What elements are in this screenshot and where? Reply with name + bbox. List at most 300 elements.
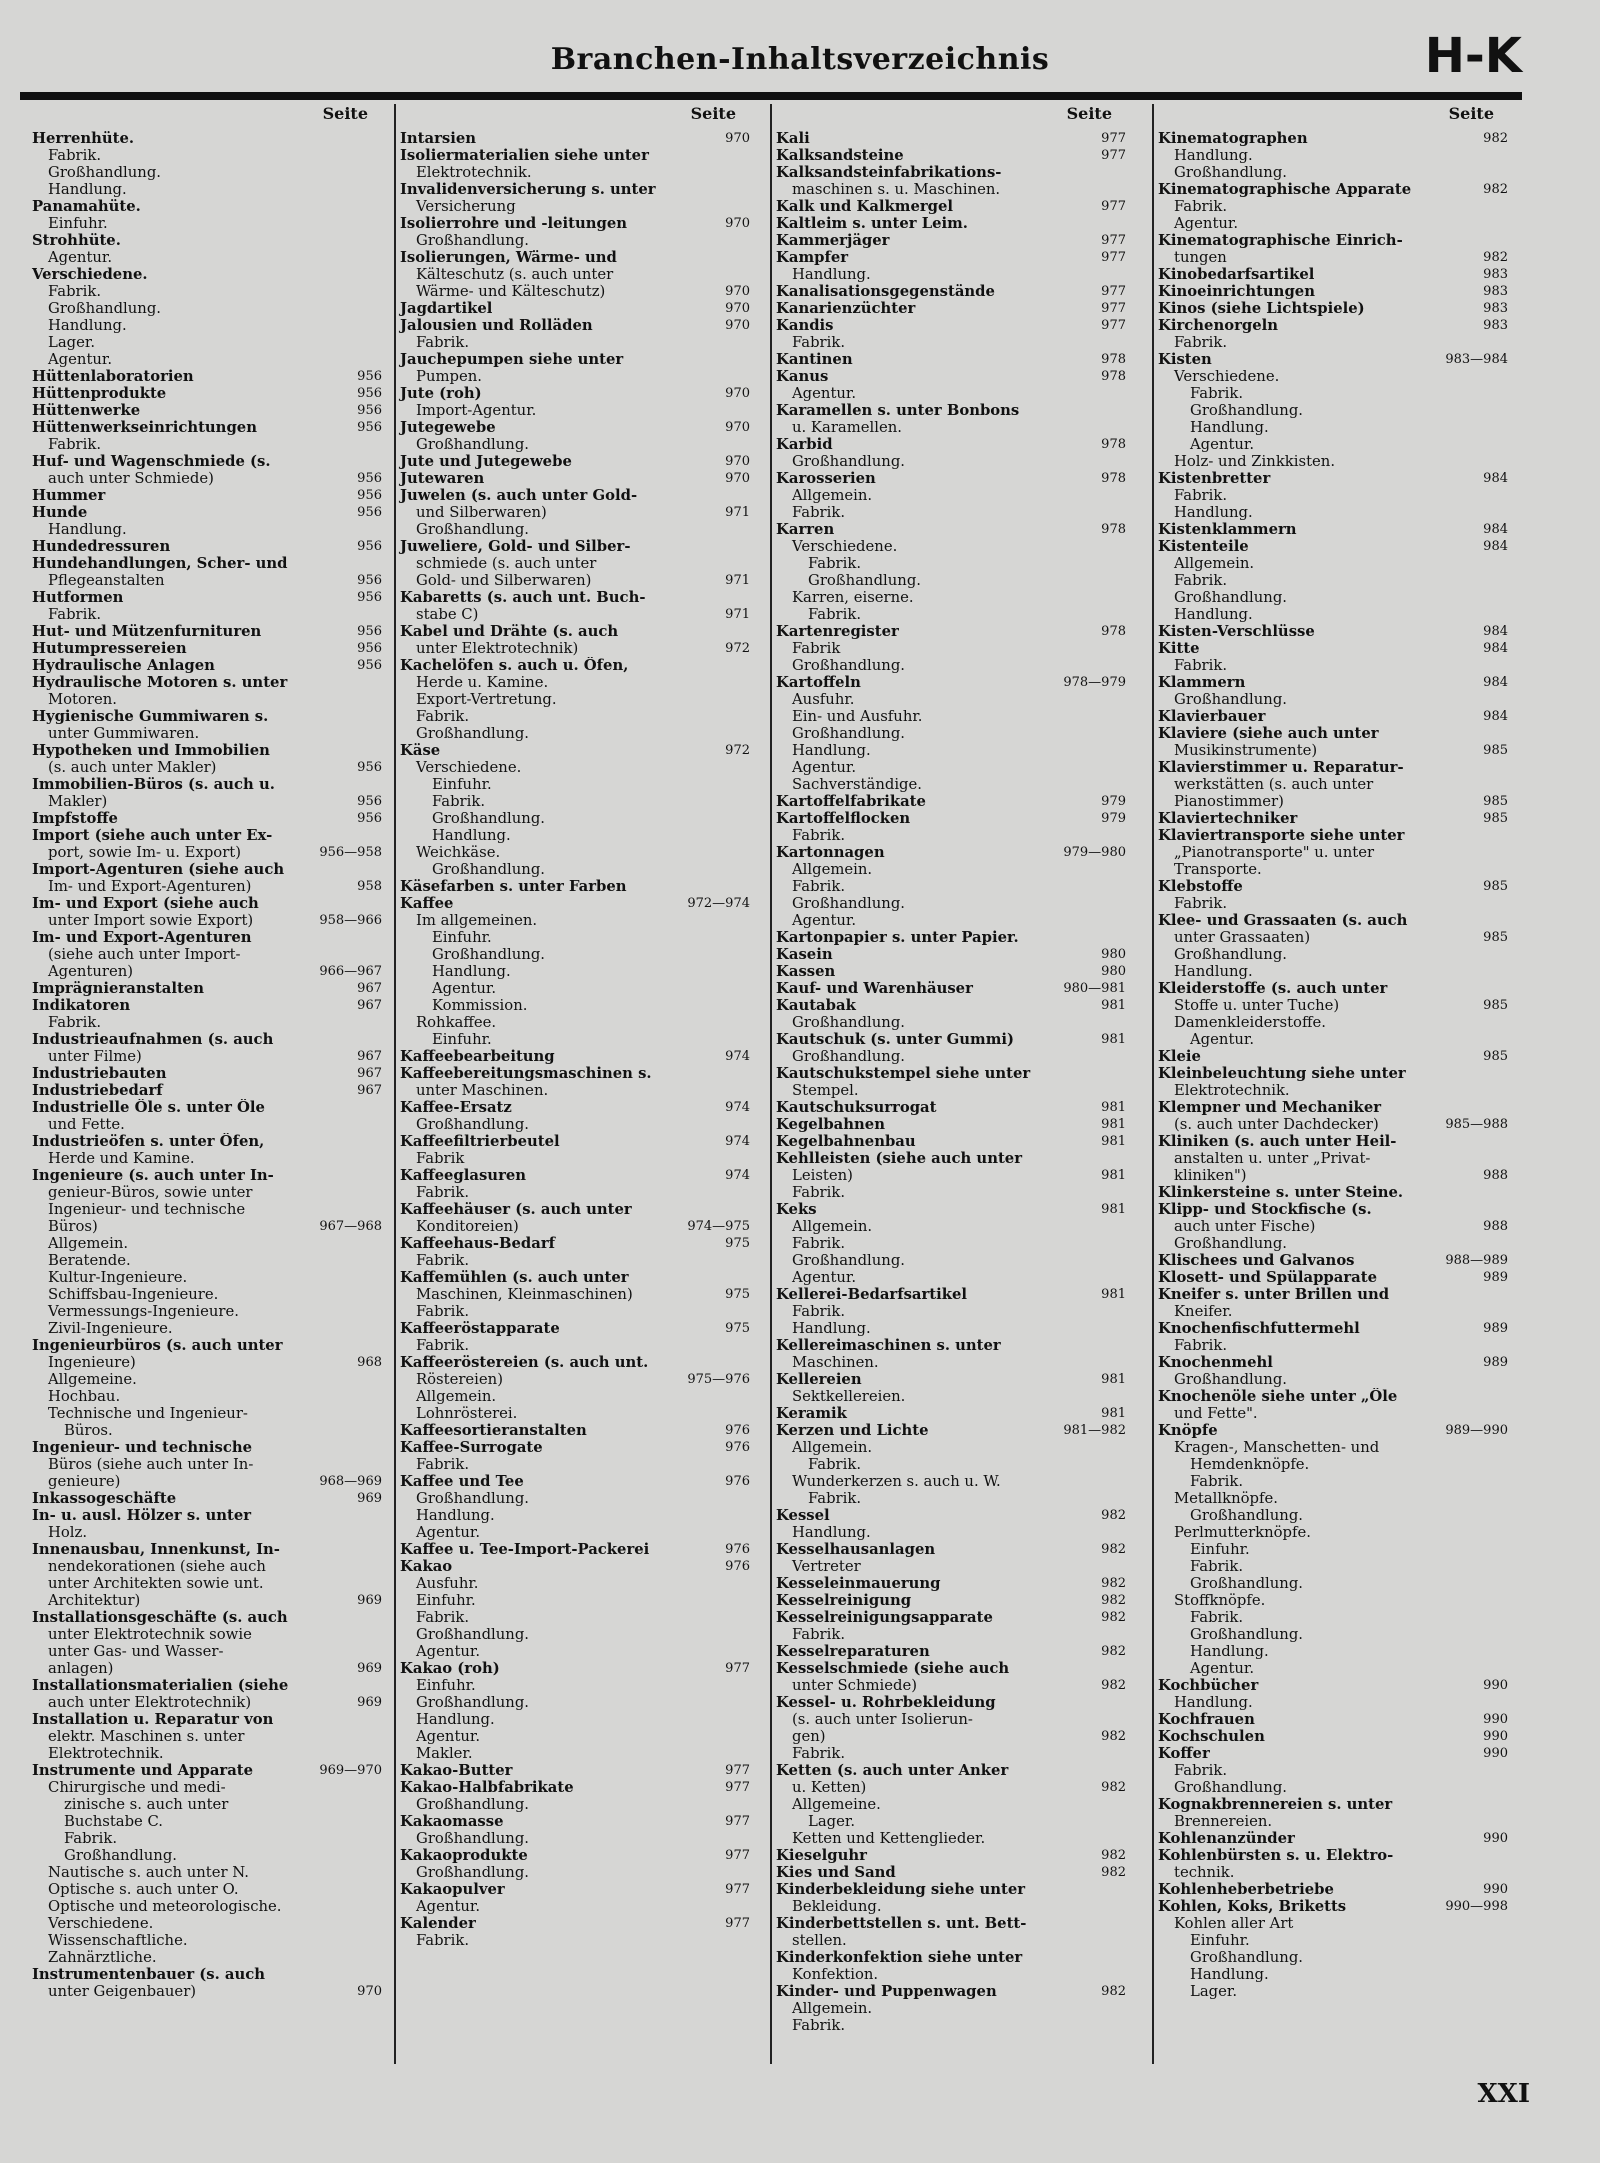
- index-entry: [396, 861, 756, 878]
- entry-page: 956: [357, 403, 382, 418]
- entry-term: Damenkleiderstoffe.: [1174, 1014, 1326, 1031]
- entry-term: Pianostimmer): [1174, 793, 1284, 810]
- entry-page: 990: [1483, 1882, 1508, 1897]
- entry-page: 970: [725, 454, 750, 469]
- index-entry: [1154, 1337, 1514, 1354]
- index-entry: [772, 725, 1132, 742]
- entry-page: 956: [357, 794, 382, 809]
- index-entry: [1154, 861, 1514, 878]
- entry-page: 976: [725, 1542, 750, 1557]
- entry-page: 984: [1483, 522, 1508, 537]
- index-entry: [1154, 1422, 1514, 1439]
- entry-page: 988: [1483, 1168, 1508, 1183]
- index-entry: [28, 691, 388, 708]
- entry-term: Buchstabe C.: [64, 1813, 164, 1830]
- entry-term: Metallknöpfe.: [1174, 1490, 1278, 1507]
- entry-term: Kistenteile: [1158, 538, 1249, 555]
- index-entry: [772, 1711, 1132, 1728]
- entry-term: Kassen: [776, 963, 836, 980]
- entry-term: Lager.: [48, 334, 96, 351]
- entry-term: Im- und Export (siehe auch: [32, 895, 259, 912]
- index-entry: [772, 946, 1132, 963]
- index-entry: [772, 1252, 1132, 1269]
- entry-term: Verschiedene.: [1174, 368, 1280, 385]
- index-entry: [28, 1048, 388, 1065]
- entry-term: Vermessungs-Ingenieure.: [48, 1303, 239, 1320]
- index-entry: [28, 1150, 388, 1167]
- index-entry: [772, 1388, 1132, 1405]
- entry-term: Kesselreinigungsapparate: [776, 1609, 993, 1626]
- index-entry: [28, 232, 388, 249]
- index-entry: [1154, 1694, 1514, 1711]
- index-entry: [396, 997, 756, 1014]
- index-entry: [1154, 1167, 1514, 1184]
- entry-term: Kartenregister: [776, 623, 899, 640]
- index-entry: [396, 1796, 756, 1813]
- entry-term: Schiffsbau-Ingenieure.: [48, 1286, 219, 1303]
- index-entry: [28, 1711, 388, 1728]
- entry-page: 977: [1101, 250, 1126, 265]
- entry-term: Sektkellereien.: [792, 1388, 906, 1405]
- entry-term: Kaffeehäuser (s. auch unter: [400, 1201, 632, 1218]
- entry-term: Weichkäse.: [416, 844, 501, 861]
- entry-term: Import (siehe auch unter Ex-: [32, 827, 273, 844]
- index-entry: [1154, 1507, 1514, 1524]
- entry-page: 977: [725, 1916, 750, 1931]
- entry-page: 984: [1483, 624, 1508, 639]
- entry-term: Knochenfischfuttermehl: [1158, 1320, 1360, 1337]
- index-entry: [1154, 1711, 1514, 1728]
- page-number-heading: Seite: [1066, 104, 1112, 123]
- entry-term: Panamahüte.: [32, 198, 141, 215]
- entry-term: Im- und Export-Agenturen): [48, 878, 252, 895]
- index-entry: [1154, 385, 1514, 402]
- entry-term: Agentur.: [48, 351, 113, 368]
- index-entry: [28, 1388, 388, 1405]
- entry-term: Hüttenprodukte: [32, 385, 167, 402]
- entry-term: Musikinstrumente): [1174, 742, 1318, 759]
- entry-page: 969: [357, 1661, 382, 1676]
- entry-page: 977: [1101, 131, 1126, 146]
- entry-page: 982: [1101, 1576, 1126, 1591]
- index-entry: [396, 895, 756, 912]
- index-entry: [1154, 538, 1514, 555]
- index-entry: [772, 1728, 1132, 1745]
- index-entry: [772, 1881, 1132, 1898]
- entry-page: 985: [1483, 879, 1508, 894]
- entry-page: 977: [725, 1848, 750, 1863]
- entry-page: 984: [1483, 471, 1508, 486]
- entry-term: Handlung.: [792, 1524, 871, 1541]
- entry-term: Klammern: [1158, 674, 1246, 691]
- entry-term: Großhandlung.: [432, 861, 546, 878]
- entry-page: 974: [725, 1134, 750, 1149]
- entry-term: Kammerjäger: [776, 232, 890, 249]
- index-entry: [772, 1983, 1132, 2000]
- index-entry: [1154, 266, 1514, 283]
- entry-term: Verschiedene.: [32, 266, 148, 283]
- index-entry: [772, 1490, 1132, 1507]
- index-entry: [772, 487, 1132, 504]
- index-entry: [772, 1830, 1132, 1847]
- entry-term: Agentur.: [1174, 215, 1239, 232]
- entry-term: Handlung.: [416, 1711, 495, 1728]
- index-entry: [772, 1167, 1132, 1184]
- index-entry: [28, 1337, 388, 1354]
- entry-term: Kaffee: [400, 895, 454, 912]
- index-entry: [1154, 1898, 1514, 1915]
- entry-term: Versicherung: [416, 198, 516, 215]
- entry-term: Kali: [776, 130, 810, 147]
- entry-term: Jagdartikel: [400, 300, 493, 317]
- index-entry: [1154, 1439, 1514, 1456]
- index-entry: [396, 504, 756, 521]
- entry-page: 982: [1483, 250, 1508, 265]
- index-entry: [772, 130, 1132, 147]
- entry-page: 982: [1101, 1593, 1126, 1608]
- index-entry: [772, 1439, 1132, 1456]
- entry-term: Kaffee u. Tee-Import-Packerei: [400, 1541, 650, 1558]
- index-entry: [28, 130, 388, 147]
- entry-term: Fabrik.: [416, 1609, 470, 1626]
- entry-term: Stoffe u. unter Tuche): [1174, 997, 1340, 1014]
- entry-term: Fabrik.: [792, 1235, 846, 1252]
- entry-term: Karosserien: [776, 470, 876, 487]
- entry-term: Fabrik.: [1174, 1337, 1228, 1354]
- entry-term: Kartoffelflocken: [776, 810, 911, 827]
- entry-page: 981: [1101, 1202, 1126, 1217]
- entry-term: Klempner und Mechaniker: [1158, 1099, 1382, 1116]
- entry-term: Fabrik.: [792, 827, 846, 844]
- index-entry: [1154, 1932, 1514, 1949]
- index-entry: [772, 980, 1132, 997]
- entry-term: Fabrik.: [416, 1932, 470, 1949]
- entry-term: Kaffee und Tee: [400, 1473, 524, 1490]
- entry-term: Kochbücher: [1158, 1677, 1259, 1694]
- header-rule: [20, 92, 1522, 100]
- entry-term: Fabrik: [792, 640, 841, 657]
- index-entry: [396, 402, 756, 419]
- entry-term: Kinos (siehe Lichtspiele): [1158, 300, 1365, 317]
- index-entry: [28, 402, 388, 419]
- entry-term: Klavierbauer: [1158, 708, 1266, 725]
- entry-page: 985: [1483, 930, 1508, 945]
- entry-term: Fabrik.: [792, 1303, 846, 1320]
- entry-term: Ingenieure): [48, 1354, 136, 1371]
- index-entry: [396, 793, 756, 810]
- entry-term: Fabrik.: [1174, 487, 1228, 504]
- index-entry: [28, 1524, 388, 1541]
- entry-term: Rohkaffee.: [416, 1014, 497, 1031]
- entry-term: Kautschuksurrogat: [776, 1099, 937, 1116]
- entry-term: Kälteschutz (s. auch unter: [416, 266, 614, 283]
- index-entry: [772, 1609, 1132, 1626]
- index-entry: [772, 1303, 1132, 1320]
- index-entry: [772, 1932, 1132, 1949]
- entry-term: Hundedressuren: [32, 538, 171, 555]
- entry-term: Agentur.: [792, 912, 857, 929]
- entry-term: Kochschulen: [1158, 1728, 1265, 1745]
- entry-page: 975: [725, 1321, 750, 1336]
- entry-term: Ingenieur- und technische: [32, 1439, 253, 1456]
- index-entry: [772, 1558, 1132, 1575]
- entry-term: Handlung.: [1174, 606, 1253, 623]
- index-entry: [28, 657, 388, 674]
- index-entry: [1154, 963, 1514, 980]
- entry-term: Handlung.: [1174, 504, 1253, 521]
- entry-term: Transporte.: [1174, 861, 1262, 878]
- entry-term: Klaviere (siehe auch unter: [1158, 725, 1379, 742]
- entry-term: Fabrik.: [48, 147, 102, 164]
- entry-page: 989: [1483, 1270, 1508, 1285]
- entry-term: Stoffknöpfe.: [1174, 1592, 1266, 1609]
- entry-term: und Fette.: [48, 1116, 125, 1133]
- index-entry: [1154, 1677, 1514, 1694]
- entry-term: Fabrik.: [1190, 1473, 1244, 1490]
- entry-page: 982: [1483, 131, 1508, 146]
- entry-term: Großhandlung.: [416, 725, 530, 742]
- entry-term: Installation u. Reparatur von: [32, 1711, 274, 1728]
- entry-page: 979: [1101, 794, 1126, 809]
- index-entry: [772, 1541, 1132, 1558]
- index-entry: [396, 487, 756, 504]
- entry-term: u. Karamellen.: [792, 419, 902, 436]
- index-entry: [28, 1490, 388, 1507]
- section-badge: H-K: [1424, 28, 1522, 84]
- entry-page: 977: [725, 1882, 750, 1897]
- index-entry: [772, 317, 1132, 334]
- entry-term: Kalender: [400, 1915, 476, 1932]
- entry-term: Kaffee-Ersatz: [400, 1099, 512, 1116]
- entry-term: Ausfuhr.: [792, 691, 855, 708]
- page-number-heading: Seite: [690, 104, 736, 123]
- entry-term: Ein- und Ausfuhr.: [792, 708, 923, 725]
- entry-page: 968—969: [319, 1474, 382, 1489]
- entry-term: Klaviertransporte siehe unter: [1158, 827, 1405, 844]
- index-entry: [28, 1031, 388, 1048]
- entry-term: Ingenieurbüros (s. auch unter: [32, 1337, 283, 1354]
- index-entry: [1154, 623, 1514, 640]
- index-entry: [28, 589, 388, 606]
- index-entry: [1154, 453, 1514, 470]
- index-entry: [396, 1456, 756, 1473]
- entry-term: Hemdenknöpfe.: [1190, 1456, 1310, 1473]
- index-entry: [1154, 555, 1514, 572]
- entry-page: 984: [1483, 539, 1508, 554]
- entry-page: 975: [725, 1287, 750, 1302]
- entry-term: Klee- und Grassaaten (s. auch: [1158, 912, 1408, 929]
- index-entry: [28, 1422, 388, 1439]
- index-entry: [772, 1116, 1132, 1133]
- entry-term: Kerzen und Lichte: [776, 1422, 929, 1439]
- index-entry: [1154, 1728, 1514, 1745]
- entry-term: Großhandlung.: [416, 1830, 530, 1847]
- index-entry: [1154, 946, 1514, 963]
- index-entry: [772, 1847, 1132, 1864]
- entry-term: Kneifer s. unter Brillen und: [1158, 1286, 1390, 1303]
- index-entry: [772, 164, 1132, 181]
- index-entry: [396, 1201, 756, 1218]
- index-entry: [1154, 1949, 1514, 1966]
- entry-term: Kohlenheberbetriebe: [1158, 1881, 1334, 1898]
- index-entry: [772, 249, 1132, 266]
- entry-term: Ingenieur- und technische: [48, 1201, 246, 1218]
- entry-term: Kakaoprodukte: [400, 1847, 528, 1864]
- entry-term: Kegelbahnenbau: [776, 1133, 916, 1150]
- entry-term: Einfuhr.: [1190, 1932, 1250, 1949]
- entry-term: Ketten und Kettenglieder.: [792, 1830, 986, 1847]
- index-entry: [772, 606, 1132, 623]
- index-entry: [396, 1065, 756, 1082]
- index-entry: [28, 640, 388, 657]
- index-entry: [28, 1949, 388, 1966]
- entry-term: Allgemein.: [48, 1235, 129, 1252]
- entry-term: Kartonnagen: [776, 844, 885, 861]
- entry-term: anstalten u. unter „Privat-: [1174, 1150, 1371, 1167]
- entry-term: Kochfrauen: [1158, 1711, 1255, 1728]
- index-entry: [396, 1167, 756, 1184]
- entry-term: Industrieaufnahmen (s. auch: [32, 1031, 274, 1048]
- index-entry: [396, 1524, 756, 1541]
- index-entry: [1154, 1303, 1514, 1320]
- entry-term: Kleie: [1158, 1048, 1201, 1065]
- entry-term: Kautschuk (s. unter Gummi): [776, 1031, 1014, 1048]
- entry-term: Kaffeeglasuren: [400, 1167, 527, 1184]
- entry-term: Knochenmehl: [1158, 1354, 1273, 1371]
- entry-term: Koffer: [1158, 1745, 1210, 1762]
- entry-term: Büros (siehe auch unter In-: [48, 1456, 254, 1473]
- index-entry: [28, 198, 388, 215]
- index-entry: [772, 1405, 1132, 1422]
- index-entry: [396, 640, 756, 657]
- entry-term: elektr. Maschinen s. unter: [48, 1728, 245, 1745]
- entry-page: 971: [725, 505, 750, 520]
- entry-term: Kitte: [1158, 640, 1200, 657]
- entry-term: Industriebauten: [32, 1065, 167, 1082]
- index-entry: [772, 283, 1132, 300]
- entry-term: Konfektion.: [792, 1966, 879, 1983]
- index-entry: [396, 1473, 756, 1490]
- entry-term: Großhandlung.: [1190, 1507, 1304, 1524]
- entry-page: 983: [1483, 284, 1508, 299]
- entry-term: port, sowie Im- u. Export): [48, 844, 242, 861]
- index-entry: [28, 861, 388, 878]
- entry-term: Agentur.: [416, 1898, 481, 1915]
- entry-term: Holz.: [48, 1524, 88, 1541]
- entry-term: Klinkersteine s. unter Steine.: [1158, 1184, 1404, 1201]
- index-entry: [28, 1320, 388, 1337]
- index-entry: [28, 606, 388, 623]
- entry-term: Fabrik.: [1190, 1609, 1244, 1626]
- entry-page: 977: [725, 1780, 750, 1795]
- entry-term: Büros.: [64, 1422, 113, 1439]
- entry-term: maschinen s. u. Maschinen.: [792, 181, 1001, 198]
- entry-page: 977: [1101, 301, 1126, 316]
- index-entry: [28, 538, 388, 555]
- index-entry: [1154, 181, 1514, 198]
- index-entry: [28, 1201, 388, 1218]
- entry-term: Fabrik.: [808, 555, 862, 572]
- entry-term: Großhandlung.: [1190, 1575, 1304, 1592]
- index-entry: [396, 1082, 756, 1099]
- entry-term: Kinderkonfektion siehe unter: [776, 1949, 1023, 1966]
- entry-term: Allgemein.: [1174, 555, 1255, 572]
- entry-term: Agentur.: [48, 249, 113, 266]
- entry-term: Fabrik.: [792, 1745, 846, 1762]
- index-entry: [772, 1422, 1132, 1439]
- entry-page: 981: [1101, 1168, 1126, 1183]
- entry-term: Großhandlung.: [1174, 691, 1288, 708]
- index-entry: [28, 1439, 388, 1456]
- entry-page: 978: [1101, 624, 1126, 639]
- index-entry: [772, 963, 1132, 980]
- index-entry: [1154, 1983, 1514, 2000]
- index-entry: [28, 453, 388, 470]
- entry-term: u. Ketten): [792, 1779, 867, 1796]
- entry-term: Fabrik.: [1174, 572, 1228, 589]
- index-entry: [396, 368, 756, 385]
- entry-page: 989—990: [1445, 1423, 1508, 1438]
- entry-term: Kalksandsteinfabrikations-: [776, 164, 1002, 181]
- index-entry: [396, 1439, 756, 1456]
- index-entry: [28, 1269, 388, 1286]
- index-entry: [772, 538, 1132, 555]
- index-entry: [772, 657, 1132, 674]
- entry-term: (s. auch unter Makler): [48, 759, 217, 776]
- entry-term: Kaffeesortieranstalten: [400, 1422, 587, 1439]
- index-entry: [772, 1201, 1132, 1218]
- index-entry: [28, 1082, 388, 1099]
- index-entry: [28, 1014, 388, 1031]
- entry-term: Kampfer: [776, 249, 849, 266]
- entry-page: 989: [1483, 1355, 1508, 1370]
- index-entry: [396, 946, 756, 963]
- entry-page: 988: [1483, 1219, 1508, 1234]
- index-entry: [396, 453, 756, 470]
- index-entry: [396, 1371, 756, 1388]
- entry-page: 970: [725, 471, 750, 486]
- index-entry: [396, 606, 756, 623]
- index-entry: [772, 1779, 1132, 1796]
- entry-term: unter Gummiwaren.: [48, 725, 200, 742]
- entry-term: Verschiedene.: [416, 759, 522, 776]
- entry-page: 958—966: [319, 913, 382, 928]
- entry-term: Allgemein.: [792, 487, 873, 504]
- index-entry: [28, 1677, 388, 1694]
- entry-term: Ingenieure (s. auch unter In-: [32, 1167, 274, 1184]
- index-entry: [772, 1864, 1132, 1881]
- index-entry: [28, 504, 388, 521]
- index-entry: [396, 1014, 756, 1031]
- index-entry: [772, 827, 1132, 844]
- index-entry: [28, 555, 388, 572]
- entry-term: Fabrik.: [48, 606, 102, 623]
- index-entry: [1154, 1252, 1514, 1269]
- index-entry: [772, 1133, 1132, 1150]
- index-column-4: [1152, 104, 1514, 2064]
- entry-term: Stempel.: [792, 1082, 859, 1099]
- entry-term: Kinematographische Einrich-: [1158, 232, 1403, 249]
- index-entry: [28, 470, 388, 487]
- index-entry: [396, 351, 756, 368]
- entry-term: Instrumentenbauer (s. auch: [32, 1966, 266, 1983]
- index-entry: [1154, 147, 1514, 164]
- entry-term: Einfuhr.: [48, 215, 108, 232]
- index-entry: [396, 215, 756, 232]
- entry-page: 972: [725, 641, 750, 656]
- entry-term: Fabrik.: [808, 606, 862, 623]
- index-entry: [772, 1031, 1132, 1048]
